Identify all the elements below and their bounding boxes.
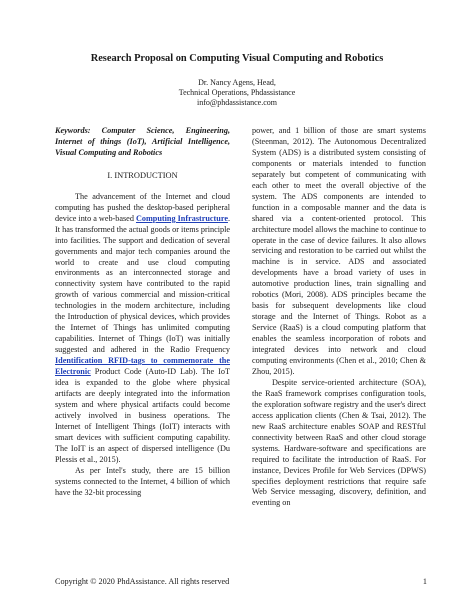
author-department: Technical Operations, Phdassistance [178,88,296,97]
keywords: Keywords: Computer Science, Engineering, Internet of things (IoT), Artificial Intelligence, Visual Computing and Robotics [55,126,230,157]
author-email: info@phdassistance.com [196,98,277,107]
author-block [0,78,474,108]
paragraph-text: Product Code (Auto-ID Lab). The IoT idea is expanded to the globe where physical artifacts are deeply integrated into the information system and where physical artifacts could become actively involved in business operations. The Internet of Intelligent Things (IoIT) interacts with smart devices with sufficient computing capability. The IoIT is an aspect of dispersed intelligence (Du Plessis et al., 2015). [55,367,230,464]
right-column [252,126,426,509]
intro-paragraph-1 [55,192,230,466]
body-paragraph-1: power, and 1 billion of those are smart systems (Steenman, 2012). The Autonomous Decentralized System (ADS) is a distributed system consisting of components or materials intended to function separately but competent of communicating with each other to meet the overall objective of the system. The ADS components are intended to function in a composable manner and the data is shared via a content-oriented protocol. This architecture model allows the machine to continue to operate in the case of device failures. It also allows servicing and restoration to be carried out whilst the machine is in service. ADS and associated developments have a broad variety of uses in automotive production lines, train signalling and robotics (Mori, 2008). ADS principles became the basis for subsequent developments like cloud storage and the Internet of Things. Robot as a Service (RaaS) is a cloud computing platform that enables the seamless incorporation of robots and integrated devices into network and cloud computing environments (Chen et al., 2010; Chen & Zhou, 2015). [252,126,426,376]
computing-infrastructure-link[interactable]: Computing Infrastructure [135,213,228,223]
intro-paragraph-2: As per Intel's study, there are 15 billion systems connected to the Internet, 4 billion of which have the 32-bit processing [55,465,230,497]
body-paragraph-2: Despite service-oriented architecture (SOA), the RaaS framework comprises configuration tools, the exploration software registry and the user's direct access application clients (Chen & Tsai, 2012). The new RaaS architecture enables SOAP and RESTful connectivity between RaaS and other cloud storage systems. Hardware-software and specifications are required to facilitate the introduction of RaaS. For instance, Devices Profile for Web Services (DPWS) specifies deployment restrictions that require safe Web Service messaging, discovery, definition, and eventing on [252,377,426,508]
left-column [55,126,230,499]
paragraph-text: The advancement of the Internet and cloud computing has pushed the desktop-based peripheral device into a web-based [55,191,230,223]
author-name: Dr. Nancy Agens, Head, [198,78,276,87]
paper-title: Research Proposal on Computing Visual Computing and Robotics [90,53,384,64]
copyright-notice: Copyright © 2020 PhdAssistance. All rights reserved [55,577,230,586]
paragraph-text: . It has transformed the actual goods or items principle into facilities. The support and dedication of several governments and major tech companies around the world to create and use cloud computing environments as an interconnected storage and connectivity system have contributed to the rapid growth of various commercial and mission-critical technologies in the modern architecture, including the Introduction of physical devices, which provides the Internet of Things has unlimited computing capabilities. Internet of Things (IoT) was initially suggested and adhered in the Radio Frequency [55,213,230,355]
page-number: 1 [422,577,427,586]
section-heading: I. INTRODUCTION [107,170,178,180]
page-footer [55,577,427,586]
rfid-tags-link[interactable]: Identification RFID-tags to commemorate the Electronic [55,356,230,377]
